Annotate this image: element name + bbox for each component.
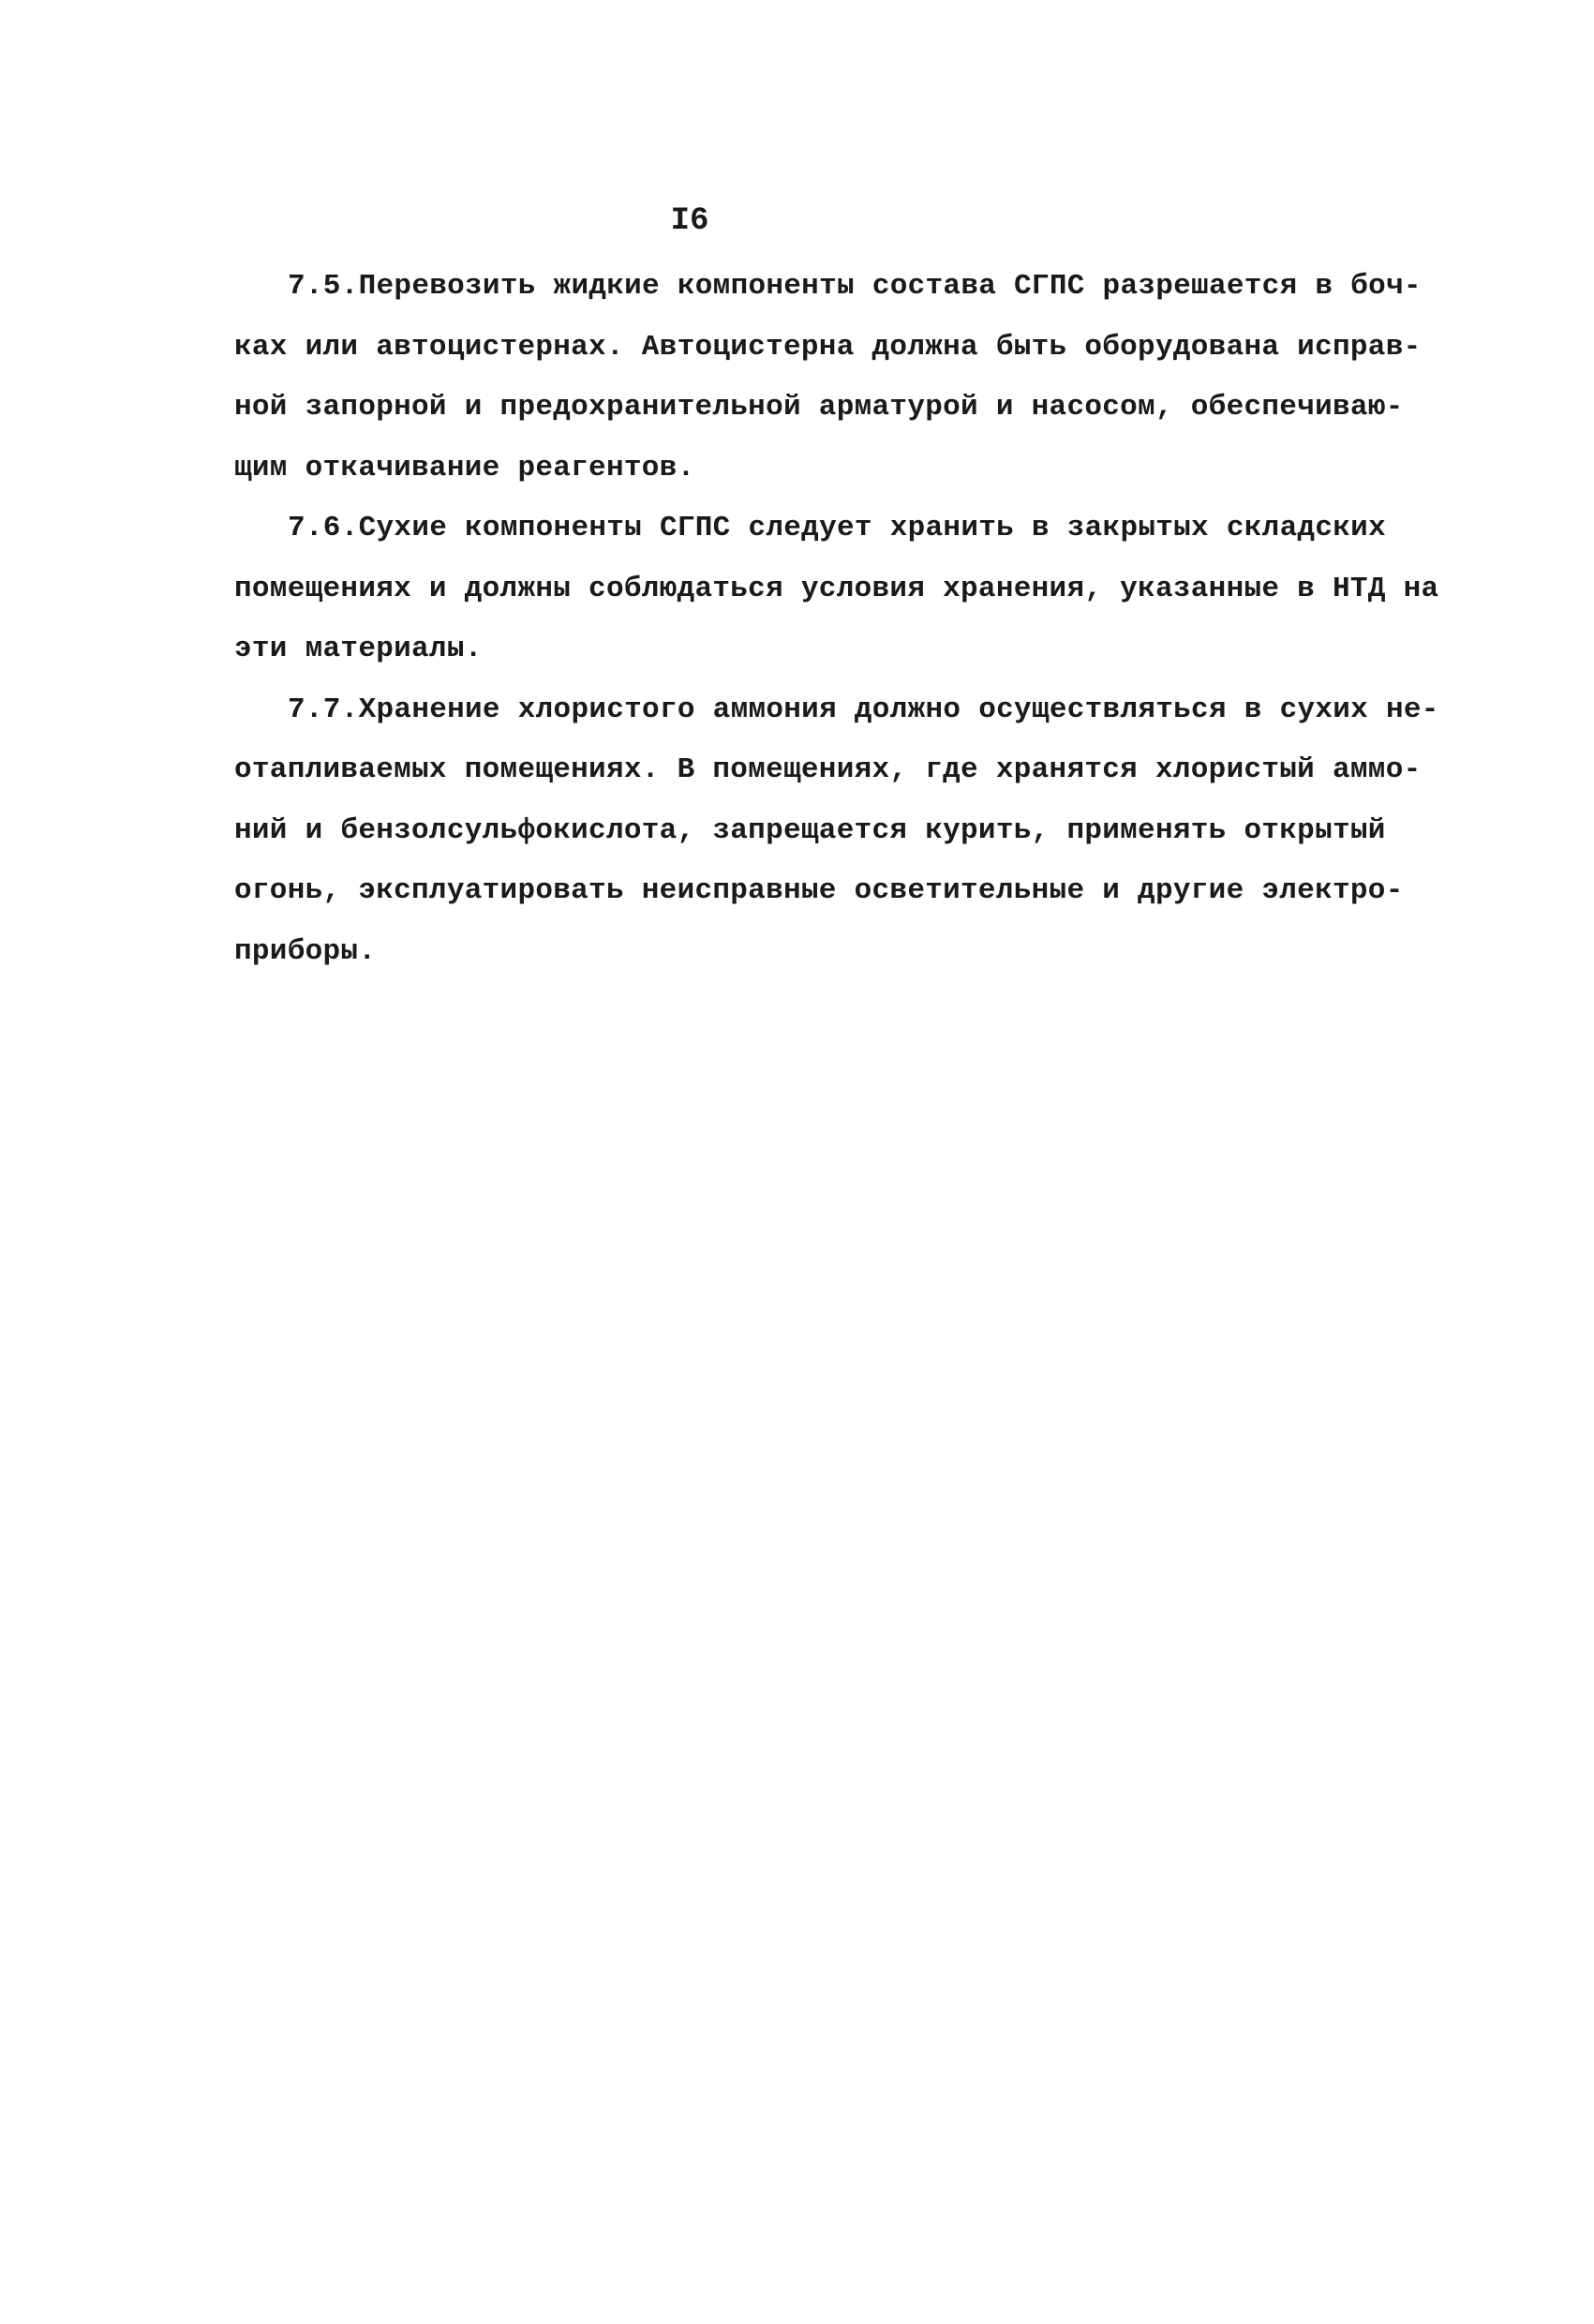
paragraph-line: ках или автоцистернах. Автоцистерна должна быть оборудована исправ- [234,330,1422,364]
page-number: I6 [670,203,709,239]
paragraph-7-6 [234,499,1471,680]
paragraph-line: щим откачивание реагентов. [234,451,695,484]
paragraph-line: отапливаемых помещениях. В помещениях, где хранятся хлористый аммо- [234,753,1422,786]
paragraph-line: 7.5.Перевозить жидкие компоненты состава СГПС разрешается в боч- [288,270,1422,303]
paragraph-line: ной запорной и предохранительной арматурой и насосом, обеспечиваю- [234,391,1404,424]
paragraph-line: огонь, эксплуатировать неисправные осветительные и другие электро- [234,874,1404,907]
paragraph-line: 7.7.Хранение хлористого аммония должно осуществляться в сухих не- [288,693,1439,726]
paragraph-line: приборы. [234,934,377,968]
paragraph-line: помещениях и должны соблюдаться условия хранения, указанные в НТД на [234,572,1439,605]
paragraph-line: 7.6.Сухие компоненты СГПС следует хранить в закрытых складских [288,512,1386,544]
paragraph-line: ний и бензолсульфокислота, запрещается курить, применять открытый [234,813,1386,847]
paragraph-line: эти материалы. [234,633,483,665]
paragraph-7-5 [234,257,1471,499]
paragraph-7-7 [234,680,1471,983]
body-text [234,257,1471,982]
